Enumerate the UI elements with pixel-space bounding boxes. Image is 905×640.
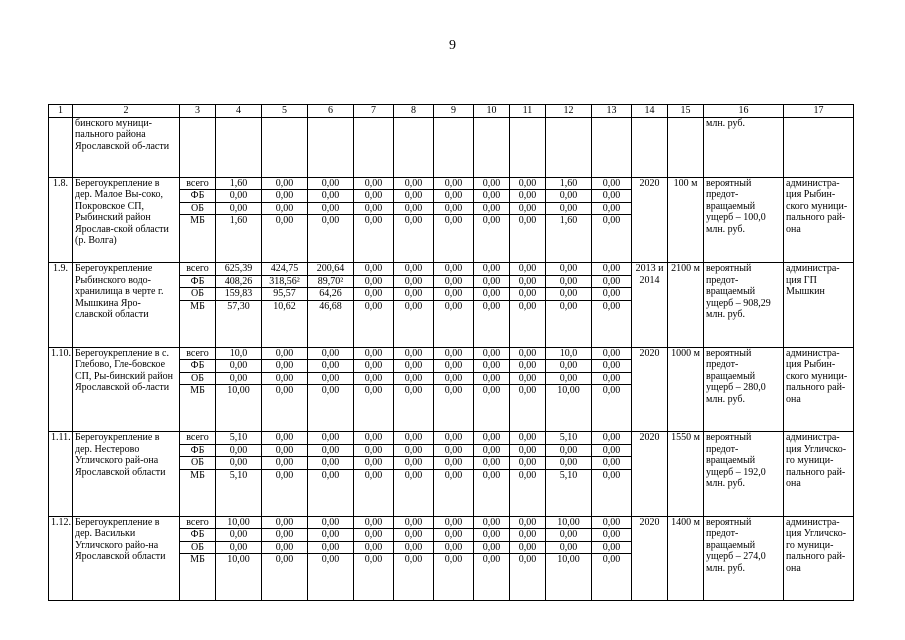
amount-cell: 0,00: [510, 360, 546, 373]
amount-cell: 0,00: [394, 275, 434, 288]
amount-cell: 0,00: [546, 444, 592, 457]
amount-cell: 0,00: [394, 300, 434, 347]
amount-cell: 0,00: [354, 444, 394, 457]
amount-cell: 10,00: [546, 385, 592, 432]
amount-cell: 0,00: [510, 516, 546, 529]
amount-cell: 0,00: [510, 385, 546, 432]
amount-cell: 10,00: [216, 516, 262, 529]
amount-cell: 0,00: [510, 263, 546, 276]
amount-cell: 0,00: [434, 444, 474, 457]
amount-cell: 0,00: [474, 177, 510, 190]
row-number: 1.8.: [49, 177, 73, 263]
amount-cell: 0,00: [354, 516, 394, 529]
amount-cell: 0,00: [354, 190, 394, 203]
table-row: [49, 347, 854, 360]
amount-cell: 0,00: [308, 215, 354, 263]
amount-cell: 10,0: [546, 347, 592, 360]
amount-cell: 0,00: [434, 372, 474, 385]
amount-cell: 0,00: [394, 469, 434, 516]
measure-name: Берегоукрепление в дер. Малое Вы-соко, Покровское СП, Рыбинский район Ярослав-ской области (р. Волга): [73, 177, 180, 263]
measure-name: Берегоукрепление в дер. Васильки Угличского райо-на Ярославской области: [73, 516, 180, 601]
amount-cell: 0,00: [510, 215, 546, 263]
amount-cell: 0,00: [434, 457, 474, 470]
amount-cell: 0,00: [354, 347, 394, 360]
amount-cell: 0,00: [434, 347, 474, 360]
table-row: [49, 177, 854, 190]
amount-cell: 5,10: [216, 432, 262, 445]
amount-cell: 0,00: [434, 432, 474, 445]
measure-name: Берегоукрепление в с. Глебово, Гле-бовское СП, Ры-бинский район Ярославской об-ласти: [73, 347, 180, 432]
amount-cell: 0,00: [434, 360, 474, 373]
amount-cell: 1,60: [216, 177, 262, 190]
amount-cell: 89,70²: [308, 275, 354, 288]
amount-cell: 0,00: [262, 541, 308, 554]
amount-cell: 0,00: [592, 215, 632, 263]
amount-cell: 0,00: [262, 360, 308, 373]
amount-cell: 0,00: [546, 360, 592, 373]
amount-cell: 0,00: [216, 457, 262, 470]
amount-cell: 0,00: [394, 529, 434, 542]
table-row: [49, 263, 854, 276]
amount-cell: 0,00: [434, 202, 474, 215]
amount-cell: 57,30: [216, 300, 262, 347]
amount-cell: 0,00: [216, 190, 262, 203]
amount-cell: 0,00: [394, 516, 434, 529]
amount-cell: 0,00: [394, 177, 434, 190]
funding-source: МБ: [180, 385, 216, 432]
amount-cell: 0,00: [262, 529, 308, 542]
amount-cell: 0,00: [592, 469, 632, 516]
amount-cell: 5,10: [216, 469, 262, 516]
amount-cell: 0,00: [354, 202, 394, 215]
funding-source: всего: [180, 263, 216, 276]
amount-cell: 0,00: [308, 347, 354, 360]
year-cell: 2020: [632, 177, 668, 263]
amount-cell: 1,60: [216, 215, 262, 263]
amount-cell: 0,00: [394, 385, 434, 432]
amount-cell: 0,00: [354, 275, 394, 288]
damage-text: млн. руб.: [704, 117, 784, 177]
amount-cell: 0,00: [510, 202, 546, 215]
amount-cell: 0,00: [474, 190, 510, 203]
amount-cell: 0,00: [354, 263, 394, 276]
amount-cell: 0,00: [474, 457, 510, 470]
table-row: [49, 432, 854, 445]
amount-cell: 0,00: [474, 541, 510, 554]
amount-cell: 0,00: [592, 263, 632, 276]
funding-source: ОБ: [180, 457, 216, 470]
amount-cell: 0,00: [308, 360, 354, 373]
row-number: 1.9.: [49, 263, 73, 348]
funding-source: ФБ: [180, 360, 216, 373]
funding-source: всего: [180, 347, 216, 360]
amount-cell: 408,26: [216, 275, 262, 288]
column-header: 13: [592, 105, 632, 118]
amount-cell: 0,00: [394, 541, 434, 554]
funding-source: ОБ: [180, 372, 216, 385]
amount-cell: 0,00: [592, 457, 632, 470]
amount-cell: 0,00: [308, 202, 354, 215]
column-header: 3: [180, 105, 216, 118]
column-header: 5: [262, 105, 308, 118]
amount-cell: 0,00: [510, 372, 546, 385]
amount-cell: 0,00: [592, 444, 632, 457]
amount-cell: 0,00: [546, 263, 592, 276]
amount-cell: 0,00: [354, 432, 394, 445]
funding-source: ОБ: [180, 541, 216, 554]
amount-cell: 0,00: [394, 360, 434, 373]
page-number: 9: [449, 38, 456, 53]
amount-cell: 0,00: [592, 275, 632, 288]
amount-cell: 0,00: [510, 457, 546, 470]
amount-cell: 0,00: [546, 300, 592, 347]
amount-cell: 0,00: [474, 347, 510, 360]
amount-cell: 0,00: [262, 457, 308, 470]
funding-source: МБ: [180, 300, 216, 347]
amount-cell: 0,00: [308, 444, 354, 457]
amount-cell: 318,56²: [262, 275, 308, 288]
funding-source: МБ: [180, 554, 216, 601]
row-number: 1.12.: [49, 516, 73, 601]
amount-cell: 0,00: [510, 300, 546, 347]
amount-cell: 0,00: [308, 554, 354, 601]
amount-cell: 0,00: [354, 300, 394, 347]
amount-cell: 0,00: [592, 202, 632, 215]
amount-cell: 0,00: [354, 177, 394, 190]
funding-source: ФБ: [180, 529, 216, 542]
amount-cell: 0,00: [592, 360, 632, 373]
amount-cell: 0,00: [394, 444, 434, 457]
damage-text: вероятный предот-вращаемый ущерб – 908,29 млн. руб.: [704, 263, 784, 348]
length-cell: 100 м: [668, 177, 704, 263]
length-cell: 1400 м: [668, 516, 704, 601]
amount-cell: 0,00: [474, 263, 510, 276]
amount-cell: 0,00: [262, 469, 308, 516]
amount-cell: 0,00: [262, 516, 308, 529]
amount-cell: 0,00: [354, 469, 394, 516]
amount-cell: 424,75: [262, 263, 308, 276]
amount-cell: 0,00: [262, 432, 308, 445]
amount-cell: 0,00: [262, 347, 308, 360]
amount-cell: 0,00: [510, 469, 546, 516]
amount-cell: 0,00: [354, 215, 394, 263]
amount-cell: 0,00: [474, 215, 510, 263]
amount-cell: 0,00: [434, 516, 474, 529]
amount-cell: 0,00: [592, 347, 632, 360]
column-header: 12: [546, 105, 592, 118]
funding-source: ОБ: [180, 202, 216, 215]
amount-cell: 0,00: [394, 202, 434, 215]
amount-cell: 0,00: [262, 177, 308, 190]
amount-cell: 0,00: [262, 215, 308, 263]
measure-name: Берегоукрепление Рыбинского водо-хранилища в черте г. Мышкина Яро-славской области: [73, 263, 180, 348]
column-header: 1: [49, 105, 73, 118]
amount-cell: 0,00: [592, 516, 632, 529]
amount-cell: 0,00: [510, 347, 546, 360]
amount-cell: 0,00: [434, 300, 474, 347]
amount-cell: 0,00: [592, 385, 632, 432]
amount-cell: 0,00: [262, 554, 308, 601]
amount-cell: 0,00: [308, 457, 354, 470]
amount-cell: 0,00: [474, 529, 510, 542]
amount-cell: 0,00: [592, 288, 632, 301]
amount-cell: 0,00: [434, 554, 474, 601]
column-header: 11: [510, 105, 546, 118]
amount-cell: 0,00: [592, 372, 632, 385]
amount-cell: 0,00: [592, 177, 632, 190]
column-header: 7: [354, 105, 394, 118]
amount-cell: 0,00: [216, 444, 262, 457]
amount-cell: 0,00: [354, 541, 394, 554]
amount-cell: 0,00: [546, 372, 592, 385]
amount-cell: 0,00: [354, 457, 394, 470]
amount-cell: 0,00: [474, 202, 510, 215]
amount-cell: 0,00: [216, 529, 262, 542]
funding-source: ФБ: [180, 444, 216, 457]
amount-cell: 0,00: [434, 275, 474, 288]
table-row: [49, 516, 854, 529]
amount-cell: 0,00: [474, 516, 510, 529]
column-header: 6: [308, 105, 354, 118]
amount-cell: 0,00: [308, 190, 354, 203]
funding-source: МБ: [180, 215, 216, 263]
program-table: [48, 104, 854, 601]
amount-cell: 0,00: [510, 190, 546, 203]
year-cell: 2013 и 2014: [632, 263, 668, 348]
funding-source: всего: [180, 432, 216, 445]
amount-cell: 10,00: [546, 516, 592, 529]
funding-source: МБ: [180, 469, 216, 516]
amount-cell: 0,00: [308, 541, 354, 554]
year-cell: 2020: [632, 347, 668, 432]
amount-cell: 0,00: [216, 541, 262, 554]
amount-cell: 0,00: [592, 190, 632, 203]
amount-cell: 0,00: [354, 288, 394, 301]
executor-text: администра-ция Угличско-го муници-пального рай-она: [784, 432, 854, 517]
amount-cell: 0,00: [394, 457, 434, 470]
amount-cell: 95,57: [262, 288, 308, 301]
amount-cell: 10,00: [216, 554, 262, 601]
amount-cell: 0,00: [354, 385, 394, 432]
amount-cell: 159,83: [216, 288, 262, 301]
amount-cell: 0,00: [354, 372, 394, 385]
amount-cell: 0,00: [510, 288, 546, 301]
amount-cell: 0,00: [308, 432, 354, 445]
amount-cell: 0,00: [546, 288, 592, 301]
executor-text: администра-ция Рыбин-ского муници-пального рай-она: [784, 177, 854, 263]
amount-cell: 0,00: [394, 347, 434, 360]
amount-cell: 0,00: [308, 469, 354, 516]
amount-cell: 46,68: [308, 300, 354, 347]
amount-cell: 1,60: [546, 177, 592, 190]
column-header: 9: [434, 105, 474, 118]
amount-cell: 10,0: [216, 347, 262, 360]
measure-name: бинского муници-пального района Ярославской об-ласти: [73, 117, 180, 177]
column-header: 15: [668, 105, 704, 118]
funding-source: всего: [180, 177, 216, 190]
amount-cell: 0,00: [592, 554, 632, 601]
amount-cell: 0,00: [394, 263, 434, 276]
amount-cell: 64,26: [308, 288, 354, 301]
amount-cell: 0,00: [262, 444, 308, 457]
length-cell: 1550 м: [668, 432, 704, 517]
amount-cell: 0,00: [546, 529, 592, 542]
amount-cell: 200,64: [308, 263, 354, 276]
funding-source: ОБ: [180, 288, 216, 301]
amount-cell: 1,60: [546, 215, 592, 263]
amount-cell: 0,00: [434, 541, 474, 554]
amount-cell: 0,00: [262, 190, 308, 203]
continuation-row: [49, 117, 854, 177]
amount-cell: 0,00: [394, 372, 434, 385]
amount-cell: 10,00: [546, 554, 592, 601]
damage-text: вероятный предот-вращаемый ущерб – 274,0 млн. руб.: [704, 516, 784, 601]
amount-cell: 0,00: [592, 541, 632, 554]
amount-cell: 0,00: [354, 554, 394, 601]
length-cell: 2100 м: [668, 263, 704, 348]
damage-text: вероятный предот-вращаемый ущерб – 280,0 млн. руб.: [704, 347, 784, 432]
amount-cell: 10,00: [216, 385, 262, 432]
amount-cell: 0,00: [546, 457, 592, 470]
column-header: 4: [216, 105, 262, 118]
column-header: 16: [704, 105, 784, 118]
row-number: 1.11.: [49, 432, 73, 517]
amount-cell: 0,00: [474, 385, 510, 432]
amount-cell: 0,00: [394, 432, 434, 445]
length-cell: 1000 м: [668, 347, 704, 432]
amount-cell: 0,00: [546, 275, 592, 288]
amount-cell: 0,00: [434, 263, 474, 276]
amount-cell: 0,00: [394, 190, 434, 203]
row-number: 1.10.: [49, 347, 73, 432]
amount-cell: 0,00: [474, 432, 510, 445]
amount-cell: 0,00: [308, 372, 354, 385]
amount-cell: 0,00: [510, 432, 546, 445]
amount-cell: 0,00: [510, 444, 546, 457]
amount-cell: 0,00: [474, 372, 510, 385]
amount-cell: 0,00: [474, 554, 510, 601]
amount-cell: 0,00: [474, 300, 510, 347]
amount-cell: 10,62: [262, 300, 308, 347]
amount-cell: 0,00: [474, 288, 510, 301]
funding-source: ФБ: [180, 275, 216, 288]
amount-cell: 0,00: [546, 190, 592, 203]
column-header: 14: [632, 105, 668, 118]
amount-cell: 0,00: [592, 300, 632, 347]
column-header: 2: [73, 105, 180, 118]
column-number-row: [49, 105, 854, 118]
amount-cell: 5,10: [546, 469, 592, 516]
amount-cell: 0,00: [510, 554, 546, 601]
amount-cell: 0,00: [434, 288, 474, 301]
amount-cell: 0,00: [510, 177, 546, 190]
amount-cell: 0,00: [354, 360, 394, 373]
amount-cell: 0,00: [262, 202, 308, 215]
amount-cell: 0,00: [216, 202, 262, 215]
amount-cell: 0,00: [394, 215, 434, 263]
amount-cell: 0,00: [394, 554, 434, 601]
amount-cell: 0,00: [216, 372, 262, 385]
amount-cell: 0,00: [434, 385, 474, 432]
amount-cell: 0,00: [308, 516, 354, 529]
column-header: 8: [394, 105, 434, 118]
damage-text: вероятный предот-вращаемый ущерб – 192,0 млн. руб.: [704, 432, 784, 517]
amount-cell: 0,00: [546, 202, 592, 215]
executor-text: администра-ция ГП Мышкин: [784, 263, 854, 348]
amount-cell: 0,00: [434, 529, 474, 542]
year-cell: 2020: [632, 516, 668, 601]
amount-cell: 0,00: [546, 541, 592, 554]
amount-cell: 0,00: [308, 385, 354, 432]
amount-cell: 0,00: [510, 529, 546, 542]
amount-cell: 0,00: [474, 469, 510, 516]
amount-cell: 0,00: [434, 469, 474, 516]
amount-cell: 5,10: [546, 432, 592, 445]
amount-cell: 0,00: [474, 275, 510, 288]
amount-cell: 0,00: [354, 529, 394, 542]
amount-cell: 0,00: [510, 275, 546, 288]
amount-cell: 0,00: [510, 541, 546, 554]
amount-cell: 0,00: [434, 215, 474, 263]
amount-cell: 0,00: [592, 529, 632, 542]
amount-cell: 0,00: [474, 444, 510, 457]
amount-cell: 0,00: [308, 529, 354, 542]
measure-name: Берегоукрепление в дер. Нестерово Угличского рай-она Ярославской области: [73, 432, 180, 517]
amount-cell: 0,00: [592, 432, 632, 445]
column-header: 10: [474, 105, 510, 118]
amount-cell: 625,39: [216, 263, 262, 276]
amount-cell: 0,00: [216, 360, 262, 373]
funding-source: всего: [180, 516, 216, 529]
amount-cell: 0,00: [262, 385, 308, 432]
amount-cell: 0,00: [308, 177, 354, 190]
executor-text: администра-ция Угличско-го муници-пального рай-она: [784, 516, 854, 601]
amount-cell: 0,00: [262, 372, 308, 385]
amount-cell: 0,00: [434, 190, 474, 203]
funding-source: ФБ: [180, 190, 216, 203]
column-header: 17: [784, 105, 854, 118]
amount-cell: 0,00: [434, 177, 474, 190]
amount-cell: 0,00: [394, 288, 434, 301]
amount-cell: 0,00: [474, 360, 510, 373]
damage-text: вероятный предот-вращаемый ущерб – 100,0 млн. руб.: [704, 177, 784, 263]
year-cell: 2020: [632, 432, 668, 517]
executor-text: администра-ция Рыбин-ского муници-пального рай-она: [784, 347, 854, 432]
